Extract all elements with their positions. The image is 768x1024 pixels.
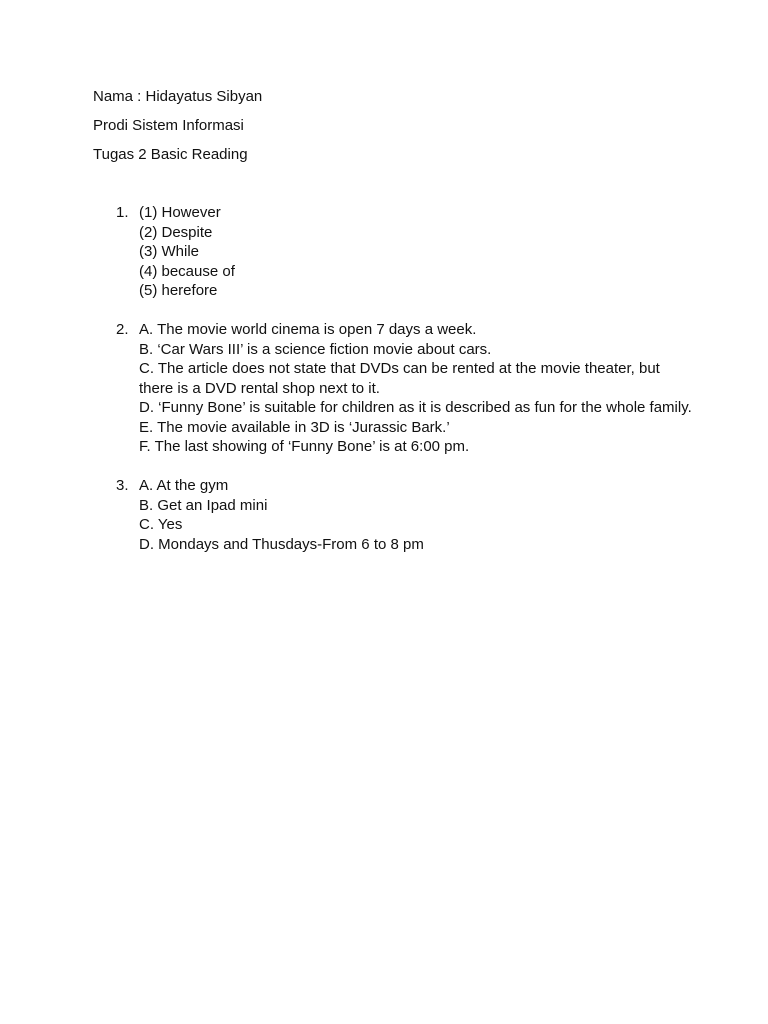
answer-line: F. The last showing of ‘Funny Bone’ is at 6:00 pm. [139, 438, 470, 455]
answer-line: (4) because of [139, 262, 235, 280]
answer-list [93, 203, 693, 574]
answer-line: (1) However [139, 204, 221, 221]
answer-number: 1. [116, 204, 129, 221]
student-name-line: Nama : Hidayatus Sibyan [93, 88, 263, 105]
answer-line: B. ‘Car Wars III’ is a science fiction movie about cars. [139, 340, 492, 358]
answer-line: A. The movie world cinema is open 7 days a week. [139, 321, 477, 338]
answer-line: D. Mondays and Thusdays-From 6 to 8 pm [139, 535, 424, 553]
answer-line: E. The movie available in 3D is ‘Jurassic Bark.’ [139, 418, 450, 436]
answer-line: (5) herefore [139, 282, 218, 299]
answer-item-2 [93, 320, 693, 457]
answer-number: 3. [116, 477, 129, 494]
answer-line: A. At the gym [139, 477, 229, 494]
answer-line: B. Get an Ipad mini [139, 496, 268, 514]
answer-line: (2) Despite [139, 223, 213, 241]
assignment-title-line: Tugas 2 Basic Reading [93, 146, 248, 163]
answer-item-3 [93, 476, 693, 554]
answer-number: 2. [116, 321, 129, 338]
study-program-line: Prodi Sistem Informasi [93, 117, 244, 134]
answer-line: C. The article does not state that DVDs can be rented at the movie theater, but there is a DVD rental shop next to it. [139, 360, 660, 397]
answer-line: (3) While [139, 243, 200, 260]
answer-line: C. Yes [139, 516, 183, 533]
answer-line: D. ‘Funny Bone’ is suitable for children as it is described as fun for the whole family. [139, 399, 692, 416]
answer-item-1 [93, 203, 693, 301]
